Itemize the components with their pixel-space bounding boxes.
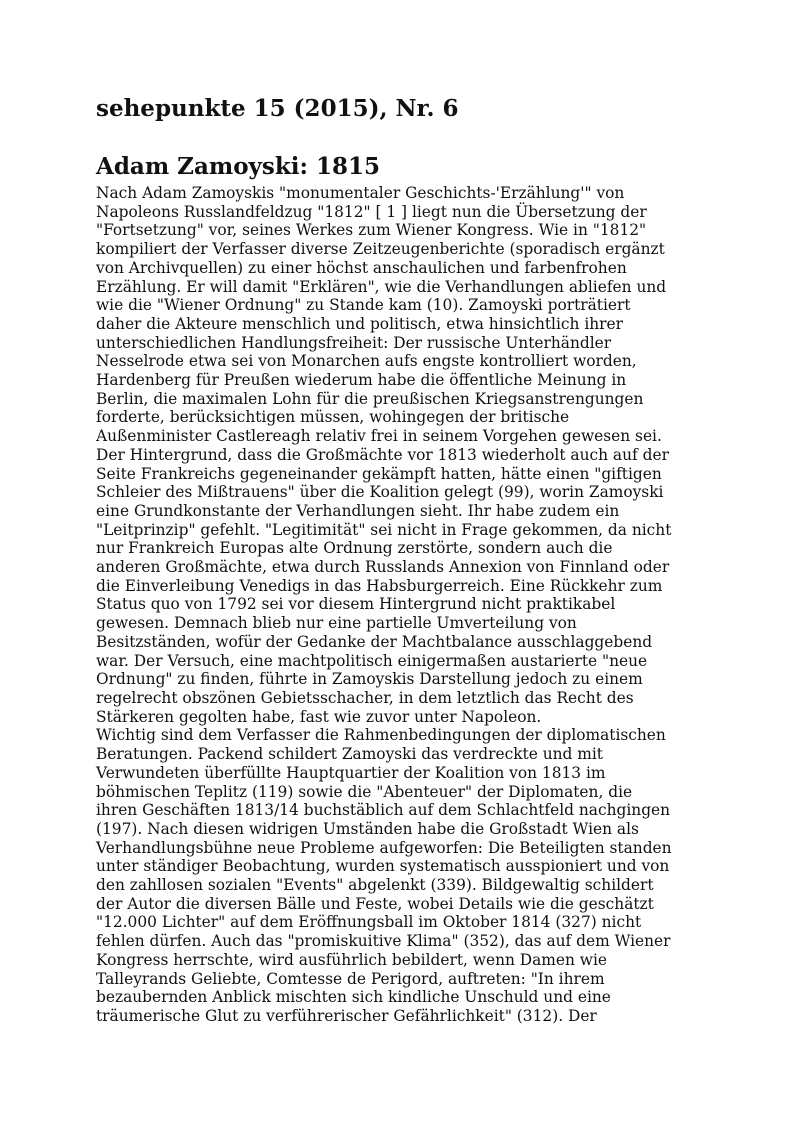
- review-title: Adam Zamoyski: 1815: [96, 153, 381, 180]
- text-line: Ordnung" zu finden, führte in Zamoyskis Darstellung jedoch zu einem: [96, 670, 643, 689]
- text-line: die Einverleibung Venedigs in das Habsburgerreich. Eine Rückkehr zum: [96, 576, 663, 595]
- text-line: kompiliert der Verfasser diverse Zeitzeugenberichte (sporadisch ergänzt: [96, 240, 665, 259]
- text-line: Nach Adam Zamoyskis "monumentaler Geschichts-'Erzählung'" von: [96, 184, 625, 202]
- document-page: [96, 92, 716, 1026]
- text-line: Nesselrode etwa sei von Monarchen aufs engste kontrolliert worden,: [96, 352, 637, 371]
- text-line: Verhandlungsbühne neue Probleme aufgeworfen: Die Beteiligten standen: [96, 838, 672, 857]
- text-line: Besitzständen, wofür der Gedanke der Machtbalance ausschlaggebend: [96, 632, 653, 651]
- text-line: den zahllosen sozialen "Events" abgelenkt (339). Bildgewaltig schildert: [96, 876, 654, 895]
- text-line: gewesen. Demnach blieb nur eine partielle Umverteilung von: [96, 614, 577, 633]
- text-line: daher die Akteure menschlich und politisch, etwa hinsichtlich ihrer: [96, 314, 623, 333]
- text-line: Der Hintergrund, dass die Großmächte vor 1813 wiederholt auch auf der: [96, 445, 669, 464]
- journal-citation: sehepunkte 15 (2015), Nr. 6: [96, 95, 459, 122]
- text-line: der Autor die diversen Bälle und Feste, wobei Details wie die geschätzt: [96, 894, 654, 913]
- text-line: "Leitprinzip" gefehlt. "Legitimität" sei nicht in Frage gekommen, da nicht: [96, 520, 672, 539]
- text-line: "12.000 Lichter" auf dem Eröffnungsball im Oktober 1814 (327) nicht: [96, 913, 642, 932]
- text-line: Kongress herrschte, wird ausführlich bebildert, wenn Damen wie: [96, 950, 608, 969]
- text-line: träumerische Glut zu verführerischer Gefährlichkeit" (312). Der: [96, 1006, 597, 1025]
- text-line: (197). Nach diesen widrigen Umständen habe die Großstadt Wien als: [96, 819, 639, 838]
- text-line: bezaubernden Anblick mischten sich kindliche Unschuld und eine: [96, 988, 611, 1007]
- text-line: "Fortsetzung" vor, seines Werkes zum Wiener Kongress. Wie in "1812": [96, 221, 647, 240]
- text-line: Hardenberg für Preußen wiederum habe die öffentliche Meinung in: [96, 371, 627, 390]
- text-line: Schleier des Mißtrauens" über die Koalition gelegt (99), worin Zamoyski: [96, 483, 664, 502]
- text-line: fehlen dürfen. Auch das "promiskuitive Klima" (352), das auf dem Wiener: [96, 932, 671, 951]
- text-line: wie die "Wiener Ordnung" zu Stande kam (10). Zamoyski porträtiert: [96, 296, 631, 315]
- text-line: von Archivquellen) zu einer höchst anschaulichen und farbenfrohen: [96, 258, 627, 277]
- paragraph: [96, 184, 716, 726]
- text-line: Wichtig sind dem Verfasser die Rahmenbedingungen der diplomatischen: [96, 726, 666, 745]
- text-line: unterschiedlichen Handlungsfreiheit: Der russische Unterhändler: [96, 333, 612, 352]
- text-line: Status quo von 1792 sei vor diesem Hintergrund nicht praktikabel: [96, 595, 616, 614]
- text-line: regelrecht obszönen Gebietsschacher, in dem letztlich das Recht des: [96, 688, 634, 707]
- text-line: Seite Frankreichs gegeneinander gekämpft hatten, hätte einen "giftigen: [96, 464, 662, 483]
- text-line: böhmischen Teplitz (119) sowie die "Abenteuer" der Diplomaten, die: [96, 782, 633, 801]
- text-line: forderte, berücksichtigen müssen, wohingegen der britische: [96, 408, 570, 427]
- review-body: [96, 184, 716, 1026]
- paragraph: [96, 726, 716, 1025]
- text-line: Talleyrands Geliebte, Comtesse de Perigord, auftreten: "In ihrem: [96, 969, 605, 988]
- text-line: eine Grundkonstante der Verhandlungen sieht. Ihr habe zudem ein: [96, 501, 620, 520]
- text-line: Berlin, die maximalen Lohn für die preußischen Kriegsanstrengungen: [96, 389, 644, 408]
- text-line: ihren Geschäften 1813/14 buchstäblich auf dem Schlachtfeld nachgingen: [96, 801, 671, 820]
- text-line: Außenminister Castlereagh relativ frei in seinem Vorgehen gewesen sei.: [96, 427, 662, 446]
- text-line: Beratungen. Packend schildert Zamoyski das verdreckte und mit: [96, 745, 603, 764]
- text-line: Verwundeten überfüllte Hauptquartier der Koalition von 1813 im: [96, 763, 606, 782]
- text-line: anderen Großmächte, etwa durch Russlands Annexion von Finnland oder: [96, 558, 670, 577]
- text-line: Stärkeren gegolten habe, fast wie zuvor unter Napoleon.: [96, 707, 542, 726]
- text-line: nur Frankreich Europas alte Ordnung zerstörte, sondern auch die: [96, 539, 613, 558]
- text-line: war. Der Versuch, eine machtpolitisch einigermaßen austarierte "neue: [96, 651, 648, 670]
- text-line: Erzählung. Er will damit "Erklären", wie die Verhandlungen abliefen und: [96, 277, 667, 296]
- text-line: Napoleons Russlandfeldzug "1812" [ 1 ] liegt nun die Übersetzung der: [96, 202, 647, 221]
- text-line: unter ständiger Beobachtung, wurden systematisch ausspioniert und von: [96, 857, 670, 876]
